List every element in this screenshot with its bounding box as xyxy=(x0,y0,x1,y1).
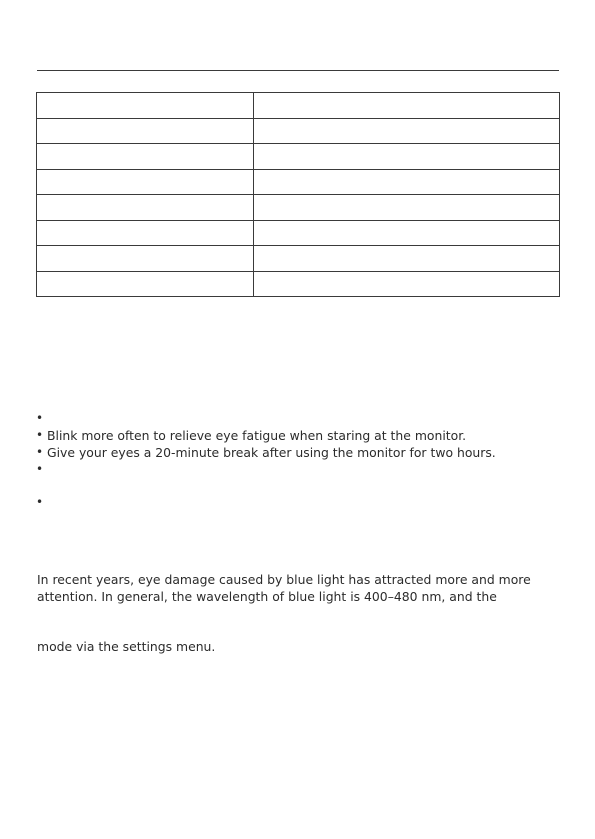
list-item-text: Give your eyes a 20-minute break after using the monitor for two hours. xyxy=(47,445,496,460)
table-cell-label xyxy=(37,93,254,119)
table-cell-label xyxy=(37,220,254,246)
table-cell-label xyxy=(37,118,254,144)
table-row xyxy=(37,246,560,272)
top-rule xyxy=(37,70,559,71)
table-row xyxy=(37,169,560,195)
table-cell-label xyxy=(37,144,254,170)
table-cell-label xyxy=(37,246,254,272)
table-cell-value xyxy=(254,195,560,221)
table-row xyxy=(37,195,560,221)
bullet-icon: • xyxy=(36,462,44,476)
bullet-icon: • xyxy=(36,428,44,442)
table-row xyxy=(37,93,560,119)
list-item xyxy=(36,461,566,478)
bullet-icon: • xyxy=(36,411,44,425)
table-cell-label xyxy=(37,271,254,297)
table-row xyxy=(37,220,560,246)
bullet-icon: • xyxy=(36,495,44,509)
eye-care-tips xyxy=(36,410,566,511)
table-cell-value xyxy=(254,271,560,297)
list-item xyxy=(36,444,566,461)
table-cell-value xyxy=(254,169,560,195)
table-cell-value xyxy=(254,118,560,144)
table-cell-value xyxy=(254,246,560,272)
blue-light-paragraph-line: attention. In general, the wavelength of blue light is 400–480 nm, and the xyxy=(37,589,497,604)
list-item-text: Blink more often to relieve eye fatigue when staring at the monitor. xyxy=(47,428,467,443)
table-cell-label xyxy=(37,195,254,221)
table-row xyxy=(37,271,560,297)
table-cell-value xyxy=(254,220,560,246)
spec-table xyxy=(36,92,560,297)
table-cell-value xyxy=(254,93,560,119)
list-item xyxy=(36,427,566,444)
list-item xyxy=(36,410,566,427)
bullet-icon: • xyxy=(36,445,44,459)
list-item xyxy=(36,494,566,511)
blue-light-paragraph-line: mode via the settings menu. xyxy=(37,639,216,654)
table-row xyxy=(37,118,560,144)
table-cell-label xyxy=(37,169,254,195)
table-row xyxy=(37,144,560,170)
blue-light-paragraph-line: In recent years, eye damage caused by blue light has attracted more and more xyxy=(37,572,531,587)
table-cell-value xyxy=(254,144,560,170)
